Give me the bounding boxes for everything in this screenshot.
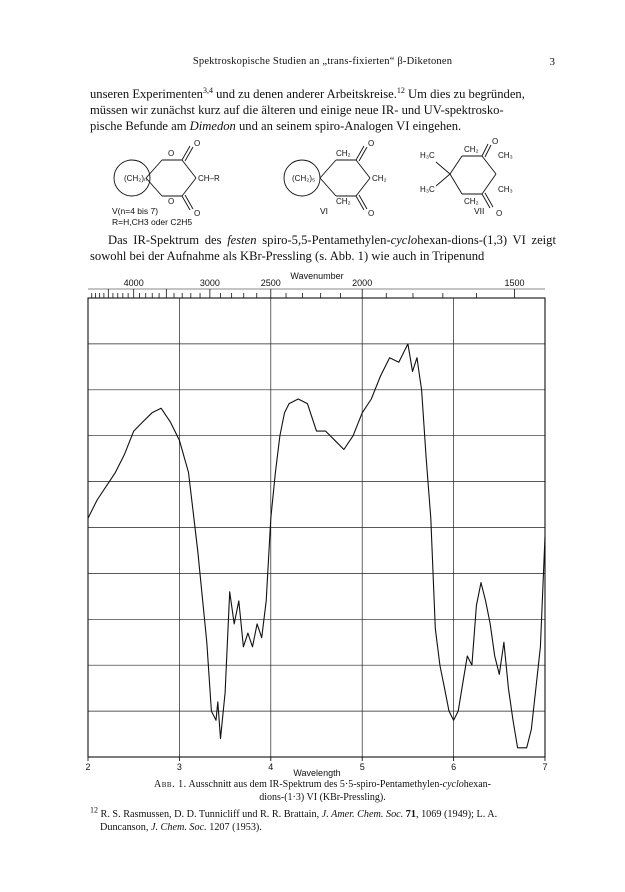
svg-text:CH–R: CH–R (198, 174, 220, 183)
svg-text:CH₃: CH₃ (498, 151, 513, 160)
text-run: Ausschnitt aus dem IR-Spektrum des 5·5-spiro-Pentamethylen- (186, 779, 443, 790)
svg-text:(CH₂)₅: (CH₂)₅ (292, 174, 316, 183)
journal-name: J. Amer. Chem. Soc. (321, 809, 404, 820)
paragraph-ir-spectrum-text (90, 232, 556, 264)
formula-label-vi: VI (320, 206, 329, 216)
italic-term: cyclo (390, 233, 418, 247)
italic-term: festen (227, 233, 257, 247)
top-tick-label: 2000 (352, 278, 373, 288)
top-tick-label: 3000 (199, 278, 220, 288)
text-run: , 1069 (1949); L. A. (415, 809, 498, 820)
text-run: hexan- (463, 779, 491, 790)
bottom-tick-label: 6 (451, 762, 457, 772)
figure-caption-line-2: dions-(1·3) VI (KBr-Pressling). (259, 792, 386, 803)
svg-text:CH₂: CH₂ (336, 197, 351, 206)
bottom-tick-label: 2 (85, 762, 91, 772)
formula-label-v: V(n=4 bis 7) (112, 206, 159, 216)
paragraph-intro-line-3 (90, 118, 556, 134)
figure-caption (130, 778, 515, 804)
text-run: Das IR-Spektrum des (108, 233, 228, 247)
plot-frame (88, 298, 545, 757)
svg-text:H₃C: H₃C (420, 151, 435, 160)
italic-term: Dimedon (189, 119, 236, 133)
page-number: 3 (549, 56, 555, 68)
structural-formulas (90, 138, 556, 230)
top-tick-label: 2500 (260, 278, 281, 288)
italic-term: cyclo (442, 779, 464, 790)
text-run: Um dies zu begründen, (404, 87, 525, 101)
svg-text:CH₂: CH₂ (464, 145, 479, 154)
footnote-number: 12 (90, 805, 98, 815)
top-tick-label: 4000 (123, 278, 144, 288)
formula-substituent-note: R=H,CH3 oder C2H5 (112, 217, 193, 227)
svg-text:O: O (368, 209, 375, 218)
svg-text:O: O (368, 139, 375, 148)
citation-superscript: 3,4 (202, 85, 213, 95)
text-run: unseren Experimenten (90, 87, 203, 101)
svg-text:(CH₂)ₙ: (CH₂)ₙ (124, 174, 148, 183)
citation-superscript: 12 (396, 85, 405, 95)
top-axis-label: Wavenumber (290, 271, 344, 281)
text-run: hexan-dions-(1,3) VI zeigt sowohl bei der Aufnahme als KBr-Pressling (s. Abb. 1) wie auch in Tripenund (90, 233, 556, 263)
text-run: 1207 (1953). (206, 822, 262, 833)
formula-label-vii: VII (474, 206, 485, 216)
paragraph-intro (90, 86, 556, 134)
bottom-tick-label: 4 (268, 762, 274, 772)
paragraph-intro-line-1 (90, 86, 556, 102)
text-run: und an seinem spiro-Analogen VI eingehen. (235, 119, 462, 133)
svg-text:O: O (194, 209, 201, 218)
text-run: pische Befunde am (90, 119, 190, 133)
bottom-axis-label: Wavelength (293, 768, 341, 778)
journal-name: J. Chem. Soc. (150, 822, 207, 833)
bottom-axis-ticks (85, 757, 547, 772)
paragraph-intro-line-2: müssen wir zunächst kurz auf die älteren und einige neue IR- und UV-spektrosko- (90, 103, 504, 117)
footnote-line-2 (90, 821, 556, 834)
svg-text:H₃C: H₃C (420, 185, 435, 194)
svg-text:O: O (496, 209, 503, 218)
top-axis-ticks (88, 278, 545, 298)
chart-grid (88, 298, 545, 757)
footnote (90, 805, 556, 834)
figure-caption-line-1 (130, 778, 515, 791)
svg-text:CH₂: CH₂ (372, 174, 387, 183)
bottom-tick-label: 3 (176, 762, 182, 772)
svg-text:O: O (168, 197, 175, 206)
svg-text:CH₃: CH₃ (498, 185, 513, 194)
figure-number: Abb. 1. (154, 779, 187, 790)
bottom-tick-label: 5 (359, 762, 365, 772)
svg-text:CH₂: CH₂ (336, 149, 351, 158)
text-run: spiro-5,5-Pentamethylen- (256, 233, 391, 247)
paragraph-ir-spectrum (90, 232, 556, 264)
svg-text:O: O (492, 138, 499, 146)
spectrum-line (88, 344, 545, 748)
svg-text:O: O (194, 139, 201, 148)
svg-text:O: O (168, 149, 175, 158)
running-header-title: Spektroskopische Studien an „trans-fixierten“ β-Diketonen (192, 56, 453, 67)
text-run: R. S. Rasmussen, D. D. Tunnicliff und R. R. Brattain, (98, 809, 322, 820)
svg-text:CH₂: CH₂ (464, 197, 479, 206)
text-run: Duncanson, (100, 822, 151, 833)
volume-number: 71 (405, 809, 416, 820)
running-header (90, 56, 555, 72)
top-tick-label: 1500 (504, 278, 525, 288)
bottom-tick-label: 7 (542, 762, 548, 772)
text-run: und zu denen anderer Arbeitskreise. (212, 87, 397, 101)
footnote-line-1 (90, 805, 556, 821)
